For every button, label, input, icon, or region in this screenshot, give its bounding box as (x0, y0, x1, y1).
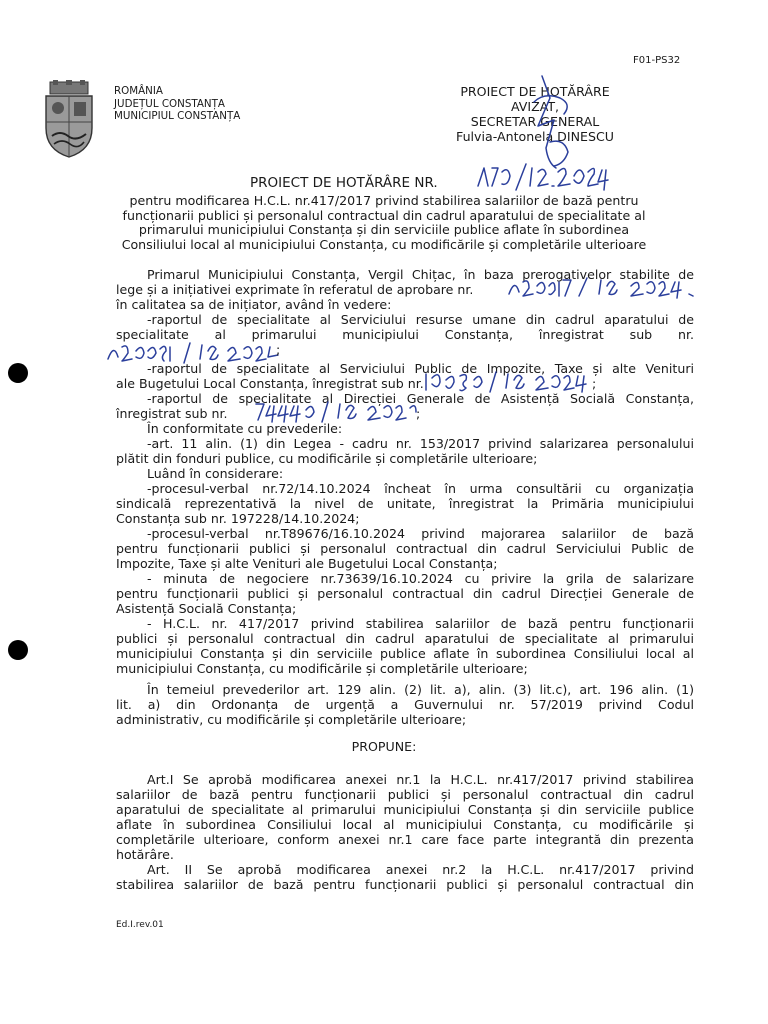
subtitle-line: primarului municipiului Constanța și din serviciile publice aflate în subordinea (138, 222, 630, 238)
report-line: -raportul de specialitate al Serviciului resurse umane din cadrul aparatului de (147, 312, 694, 327)
article-line: hotărâre. (116, 847, 174, 862)
consideration-line: Asistență Socială Constanța; (116, 601, 297, 616)
approval-name: Fulvia-Antonela DINESCU (456, 129, 614, 144)
county-label: JUDEȚUL CONSTANȚA (114, 97, 225, 110)
intro-line: Primarul Municipiului Constanța, Vergil Chițac, în baza prerogativelor stabilite de (147, 267, 694, 282)
article-line: Art.I Se aprobă modificarea anexei nr.1 la H.C.L. nr.417/2017 privind stabilirea (147, 772, 694, 787)
article-line: stabilirea salariilor de bază pentru funcționarii publici și personalul contractual din (116, 877, 694, 892)
intro-line: în calitatea sa de inițiator, având în vedere: (116, 297, 392, 312)
subtitle-line: funcționarii publici și personalul contractual din cadrul aparatului de specialitate al (122, 207, 646, 223)
report-line: înregistrat sub nr. (116, 406, 228, 421)
consideration-line: municipiului Constanța, cu modificările și completările ulterioare; (116, 661, 528, 676)
country-label: ROMÂNIA (114, 85, 163, 97)
section-heading: Luând în considerare: (147, 466, 284, 481)
article-line: completările ulterioare, conform anexei nr.1 care face parte integrantă din prezenta (116, 832, 694, 847)
subtitle-line: Consiliului local al municipiului Constanța, cu modificările și completările ulterioare (121, 236, 647, 252)
approval-role: SECRETAR GENERAL (470, 114, 600, 129)
consideration-line: publici și personalul contractual din cadrul aparatului de specialitate al primarului (116, 631, 694, 646)
report-line-end: ; (416, 406, 421, 421)
subtitle-line: pentru modificarea H.C.L. nr.417/2017 privind stabilirea salariilor de bază pentru (129, 193, 639, 208)
consideration-line: pentru funcționarii publici și personalul contractual din cadrul Serviciului Public de (116, 541, 694, 556)
report-line: specialitate al primarului municipiului Constanța, înregistrat sub nr. (116, 327, 694, 342)
consideration-line: -procesul-verbal nr.T89676/16.10.2024 privind majorarea salariilor de bază (147, 526, 694, 541)
consideration-line: Impozite, Taxe și alte Venituri ale Bugetului Local Constanța; (116, 556, 498, 571)
report-line-end: ; (592, 376, 597, 391)
legal-basis-line: plătit din fonduri publice, cu modificările și completările ulterioare; (116, 451, 538, 466)
document-subtitle (0, 194, 768, 252)
propose-heading: PROPUNE: (351, 739, 417, 754)
consideration-line: - H.C.L. nr. 417/2017 privind stabilirea salariilor de bază pentru funcționarii (147, 616, 694, 631)
report-line: ale Bugetului Local Constanța, înregistrat sub nr. (116, 376, 424, 391)
punch-hole-mark (8, 363, 28, 383)
revision-footer: Ed.I.rev.01 (116, 920, 164, 930)
legal-basis-line: lit. a) din Ordonanța de urgență a Guvernului nr. 57/2019 privind Codul (116, 697, 694, 712)
article-line: aflate în subordinea Consiliului local al municipiului Constanța, cu modificările și (116, 817, 694, 832)
report-line: -raportul de specialitate al Serviciului Public de Impozite, Taxe și alte Venituri (147, 361, 694, 376)
consideration-line: pentru funcționarii publici și personalul contractual din cadrul Direcției Generale de (116, 586, 694, 601)
report-line-end: ; (276, 342, 281, 357)
legal-basis-line: În temeiul prevederilor art. 129 alin. (2) lit. a), alin. (3) lit.c), art. 196 alin. (1) (147, 682, 694, 697)
article-line: salariilor de bază pentru funcționarii publici și personalul contractual din cadrul (116, 787, 694, 802)
legal-basis-line: -art. 11 alin. (1) din Legea - cadru nr. 153/2017 privind salarizarea personalului (147, 436, 694, 451)
article-line: Art. II Se aprobă modificarea anexei nr.2 la H.C.L. nr.417/2017 privind (147, 862, 694, 877)
consideration-line: Constanța sub nr. 197228/14.10.2024; (116, 511, 360, 526)
report-line: -raportul de specialitate al Direcției Generale de Asistență Socială Constanța, (147, 391, 694, 406)
section-heading: În conformitate cu prevederile: (147, 421, 343, 436)
consideration-line: municipiului Constanța și din serviciile publice aflate în subordinea Consiliului local al (116, 646, 694, 661)
consideration-line: -procesul-verbal nr.72/14.10.2024 încheat în urma consultării cu organizația (147, 481, 694, 496)
municipality-label: MUNICIPIUL CONSTANȚA (114, 110, 241, 123)
article-line: aparatului de specialitate al primarului municipiului Constanța și din serviciile publice (116, 802, 694, 817)
legal-basis-line: administrativ, cu modificările și completările ulterioare; (116, 712, 467, 727)
intro-line: lege și a inițiativei exprimate în referatul de aprobare nr. (116, 282, 474, 297)
document-code: F01-PS32 (633, 55, 681, 66)
approval-status: AVIZAT, (510, 99, 560, 114)
coat-of-arms-icon (40, 80, 98, 158)
header-left (114, 85, 240, 123)
handwritten-reference-number (505, 274, 697, 300)
project-number-handwritten (474, 160, 614, 194)
punch-hole-mark (8, 640, 28, 660)
consideration-line: sindicală reprezentativă la nivel de unitate, înregistrat la Primăria municipiului (116, 496, 694, 511)
document-title: PROIECT DE HOTĂRÂRE NR. (250, 175, 438, 191)
consideration-line: - minuta de negociere nr.73639/16.10.2024 cu privire la grila de salarizare (147, 571, 694, 586)
approval-project-label: PROIECT DE HOTĂRÂRE (460, 84, 610, 99)
